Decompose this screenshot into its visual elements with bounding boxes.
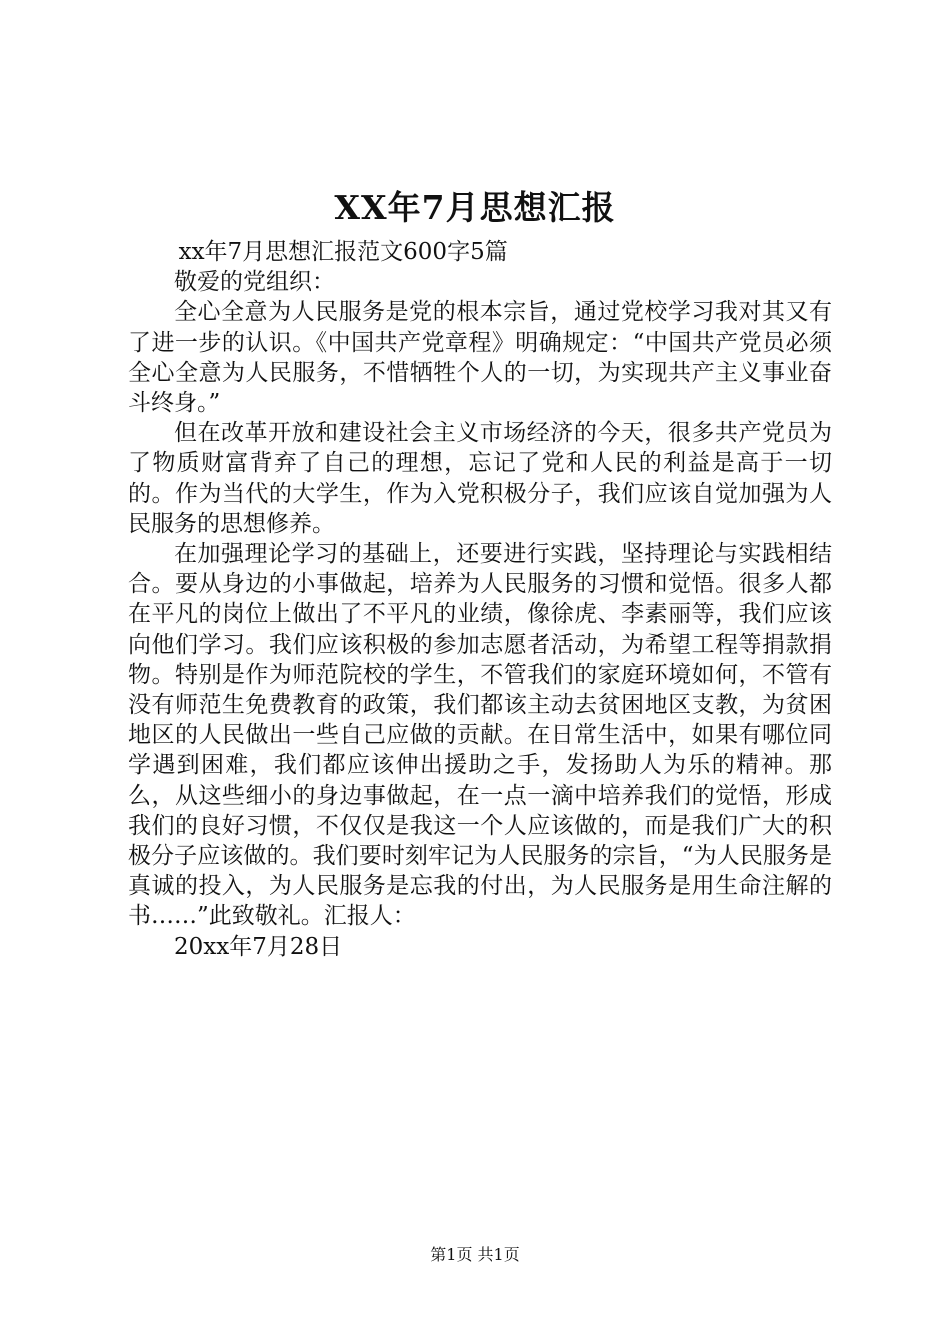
document-subtitle: xx年7月思想汇报范文600字5篇: [178, 239, 508, 265]
page-footer: 第1页 共1页: [430, 1245, 520, 1264]
body-paragraph-2: 但在改革开放和建设社会主义市场经济的今天，很多共产党员为了物质财富背弃了自己的理想，忘记了党和人民的利益是高于一切的。作为当代的大学生，作为入党积极分子，我们应该自觉加强为人民服务的思想修养。: [128, 420, 832, 537]
report-date: 20xx年7月28日: [174, 933, 343, 960]
document-body: [128, 237, 832, 962]
body-paragraph-3: 在加强理论学习的基础上，还要进行实践，坚持理论与实践相结合。要从身边的小事做起，培养为人民服务的习惯和觉悟。很多人都在平凡的岗位上做出了不平凡的业绩，像徐虎、李素丽等，我们应该向他们学习。我们应该积极的参加志愿者活动，为希望工程等捐款捐物。特别是作为师范院校的学生，不管我们的家庭环境如何，不管有没有师范生免费教育的政策，我们都该主动去贫困地区支教，为贫困地区的人民做出一些自己应做的贡献。在日常生活中，如果有哪位同学遇到困难，我们都应该伸出援助之手，发扬助人为乐的精神。那么，从这些细小的身边事做起，在一点一滴中培养我们的觉悟，形成我们的良好习惯，不仅仅是我这一个人应该做的，而是我们广大的积极分子应该做的。我们要时刻牢记为人民服务的宗旨，“为人民服务是真诚的投入，为人民服务是忘我的付出，为人民服务是用生命注解的书……”此致敬礼。汇报人：: [128, 541, 832, 930]
document-title: XX年7月思想汇报: [334, 188, 616, 227]
salutation: 敬爱的党组织：: [174, 269, 335, 296]
body-paragraph-1: 全心全意为人民服务是党的根本宗旨，通过党校学习我对其又有了进一步的认识。《中国共产党章程》明确规定：“中国共产党员必须全心全意为人民服务，不惜牺牲个人的一切，为实现共产主义事业奋斗终身。”: [128, 299, 832, 417]
